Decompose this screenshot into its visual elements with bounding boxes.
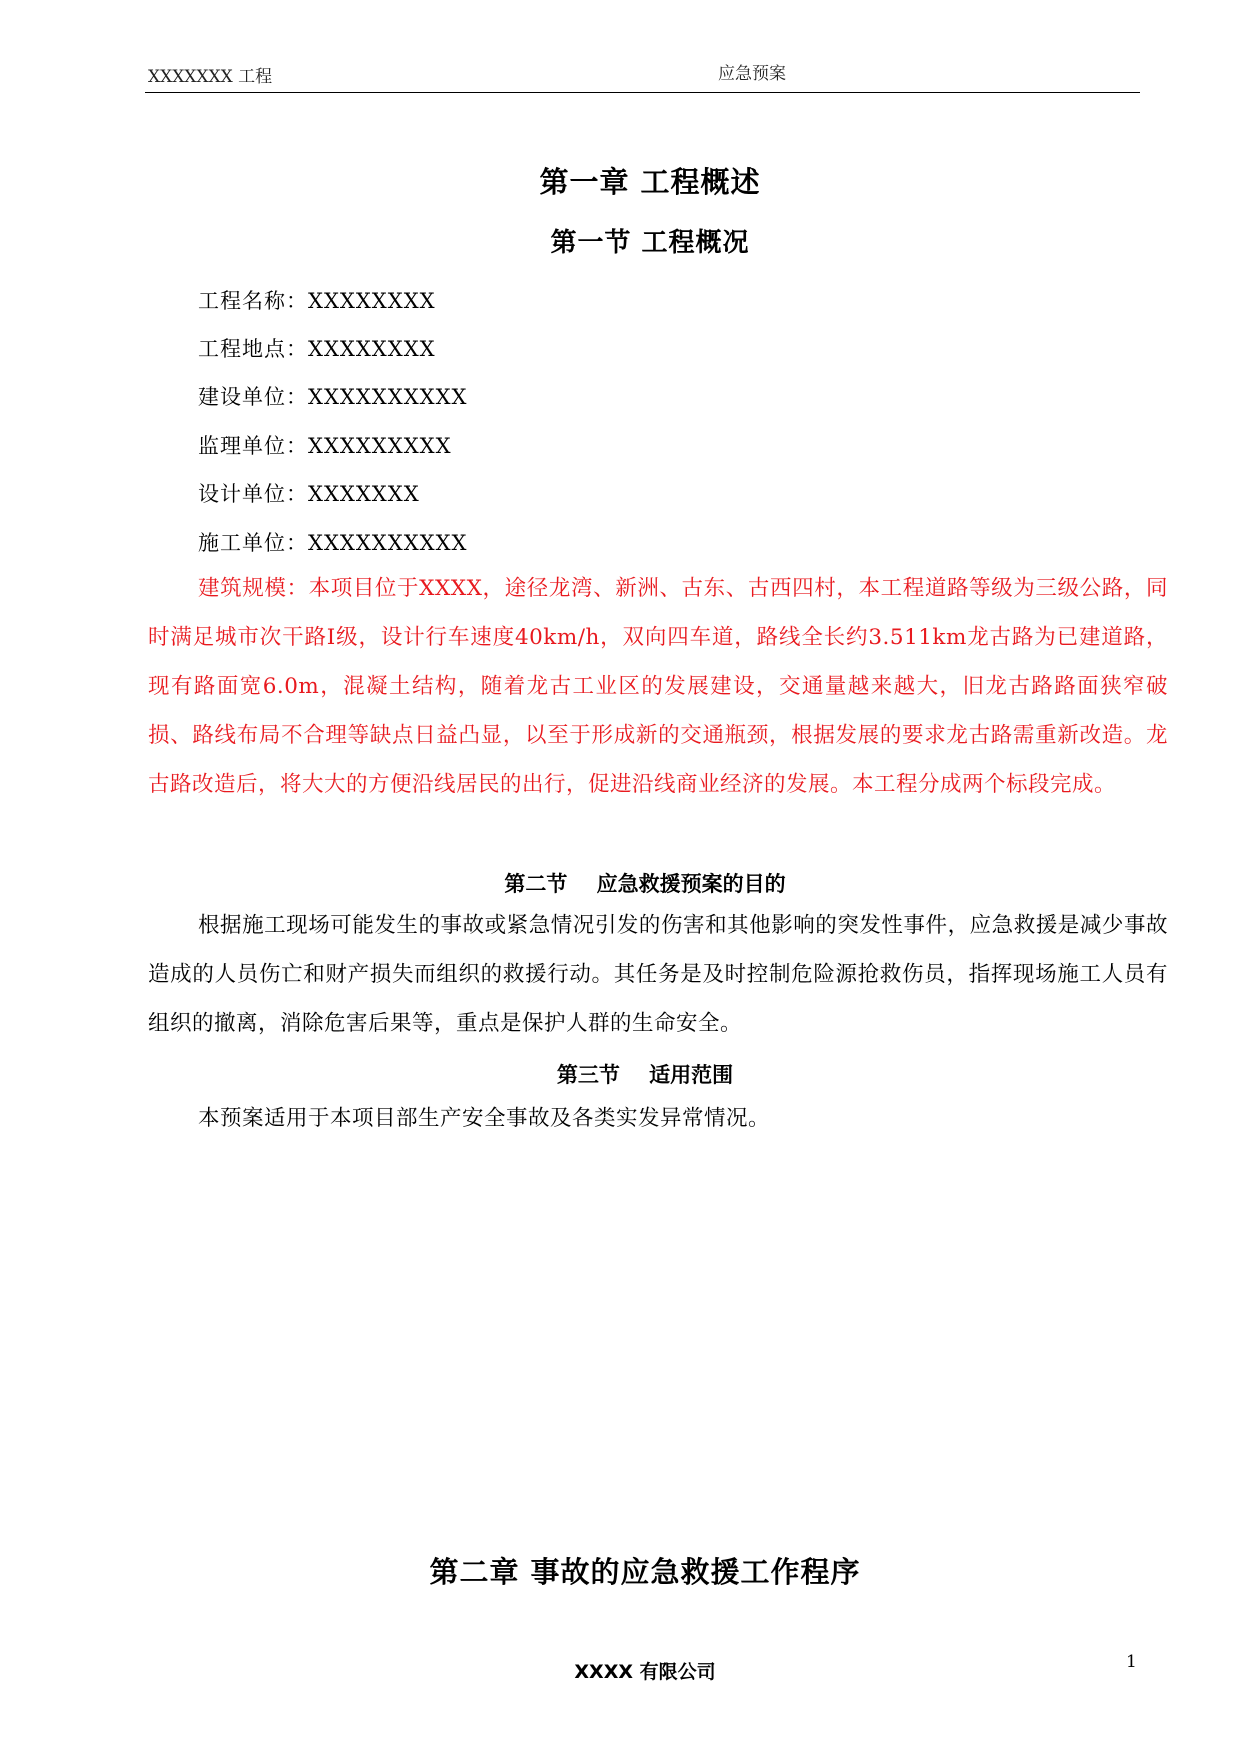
client-unit-line: 建设单位：XXXXXXXXXX	[198, 385, 468, 409]
purpose-paragraph: 根据施工现场可能发生的事故或紧急情况引发的伤害和其他影响的突发性事件，应急救援是减少事故造成的人员伤亡和财产损失而组织的救援行动。其任务是及时控制危险源抢救伤员，指挥现场施工人员有组织的撤离，消除危害后果等，重点是保护人群的生命安全。	[148, 913, 1168, 1036]
section-1-title: 第一节 工程概况	[550, 228, 750, 258]
header-divider	[145, 92, 1140, 93]
section-3-title: 第三节 适用范围	[556, 1063, 734, 1087]
page-number: 1	[1126, 1652, 1137, 1672]
scope-paragraph: 本预案适用于本项目部生产安全事故及各类实发异常情况。	[198, 1106, 771, 1131]
footer-company-name: XXXX 有限公司	[574, 1661, 716, 1683]
chapter-1-title: 第一章 工程概述	[539, 165, 761, 199]
chapter-2-title: 第二章 事故的应急救援工作程序	[429, 1555, 861, 1589]
header-document-title: 应急预案	[718, 64, 786, 84]
design-unit-line: 设计单位：XXXXXXX	[198, 482, 420, 506]
project-name-line: 工程名称：XXXXXXXX	[198, 289, 436, 313]
section-2-title: 第二节 应急救援预案的目的	[504, 872, 786, 896]
construction-scale-paragraph: 建筑规模：本项目位于XXXX，途径龙湾、新洲、古东、古西四村，本工程道路等级为三级公路，同时满足城市次干路Ⅰ级，设计行车速度40km/h，双向四车道，路线全长约3.511km龙古路为已建道路，现有路面宽6.0m，混凝土结构，随着龙古工业区的发展建设，交通量越来越大，旧龙古路路面狭窄破损、路线布局不合理等缺点日益凸显，以至于形成新的交通瓶颈，根据发展的要求龙古路需重新改造。龙古路改造后，将大大的方便沿线居民的出行，促进沿线商业经济的发展。本工程分成两个标段完成。	[148, 576, 1168, 797]
project-location-line: 工程地点：XXXXXXXX	[198, 337, 436, 361]
construction-unit-line: 施工单位：XXXXXXXXXX	[198, 531, 468, 555]
header-project-name: XXXXXXX 工程	[148, 67, 273, 87]
supervision-unit-line: 监理单位：XXXXXXXXX	[198, 434, 452, 458]
